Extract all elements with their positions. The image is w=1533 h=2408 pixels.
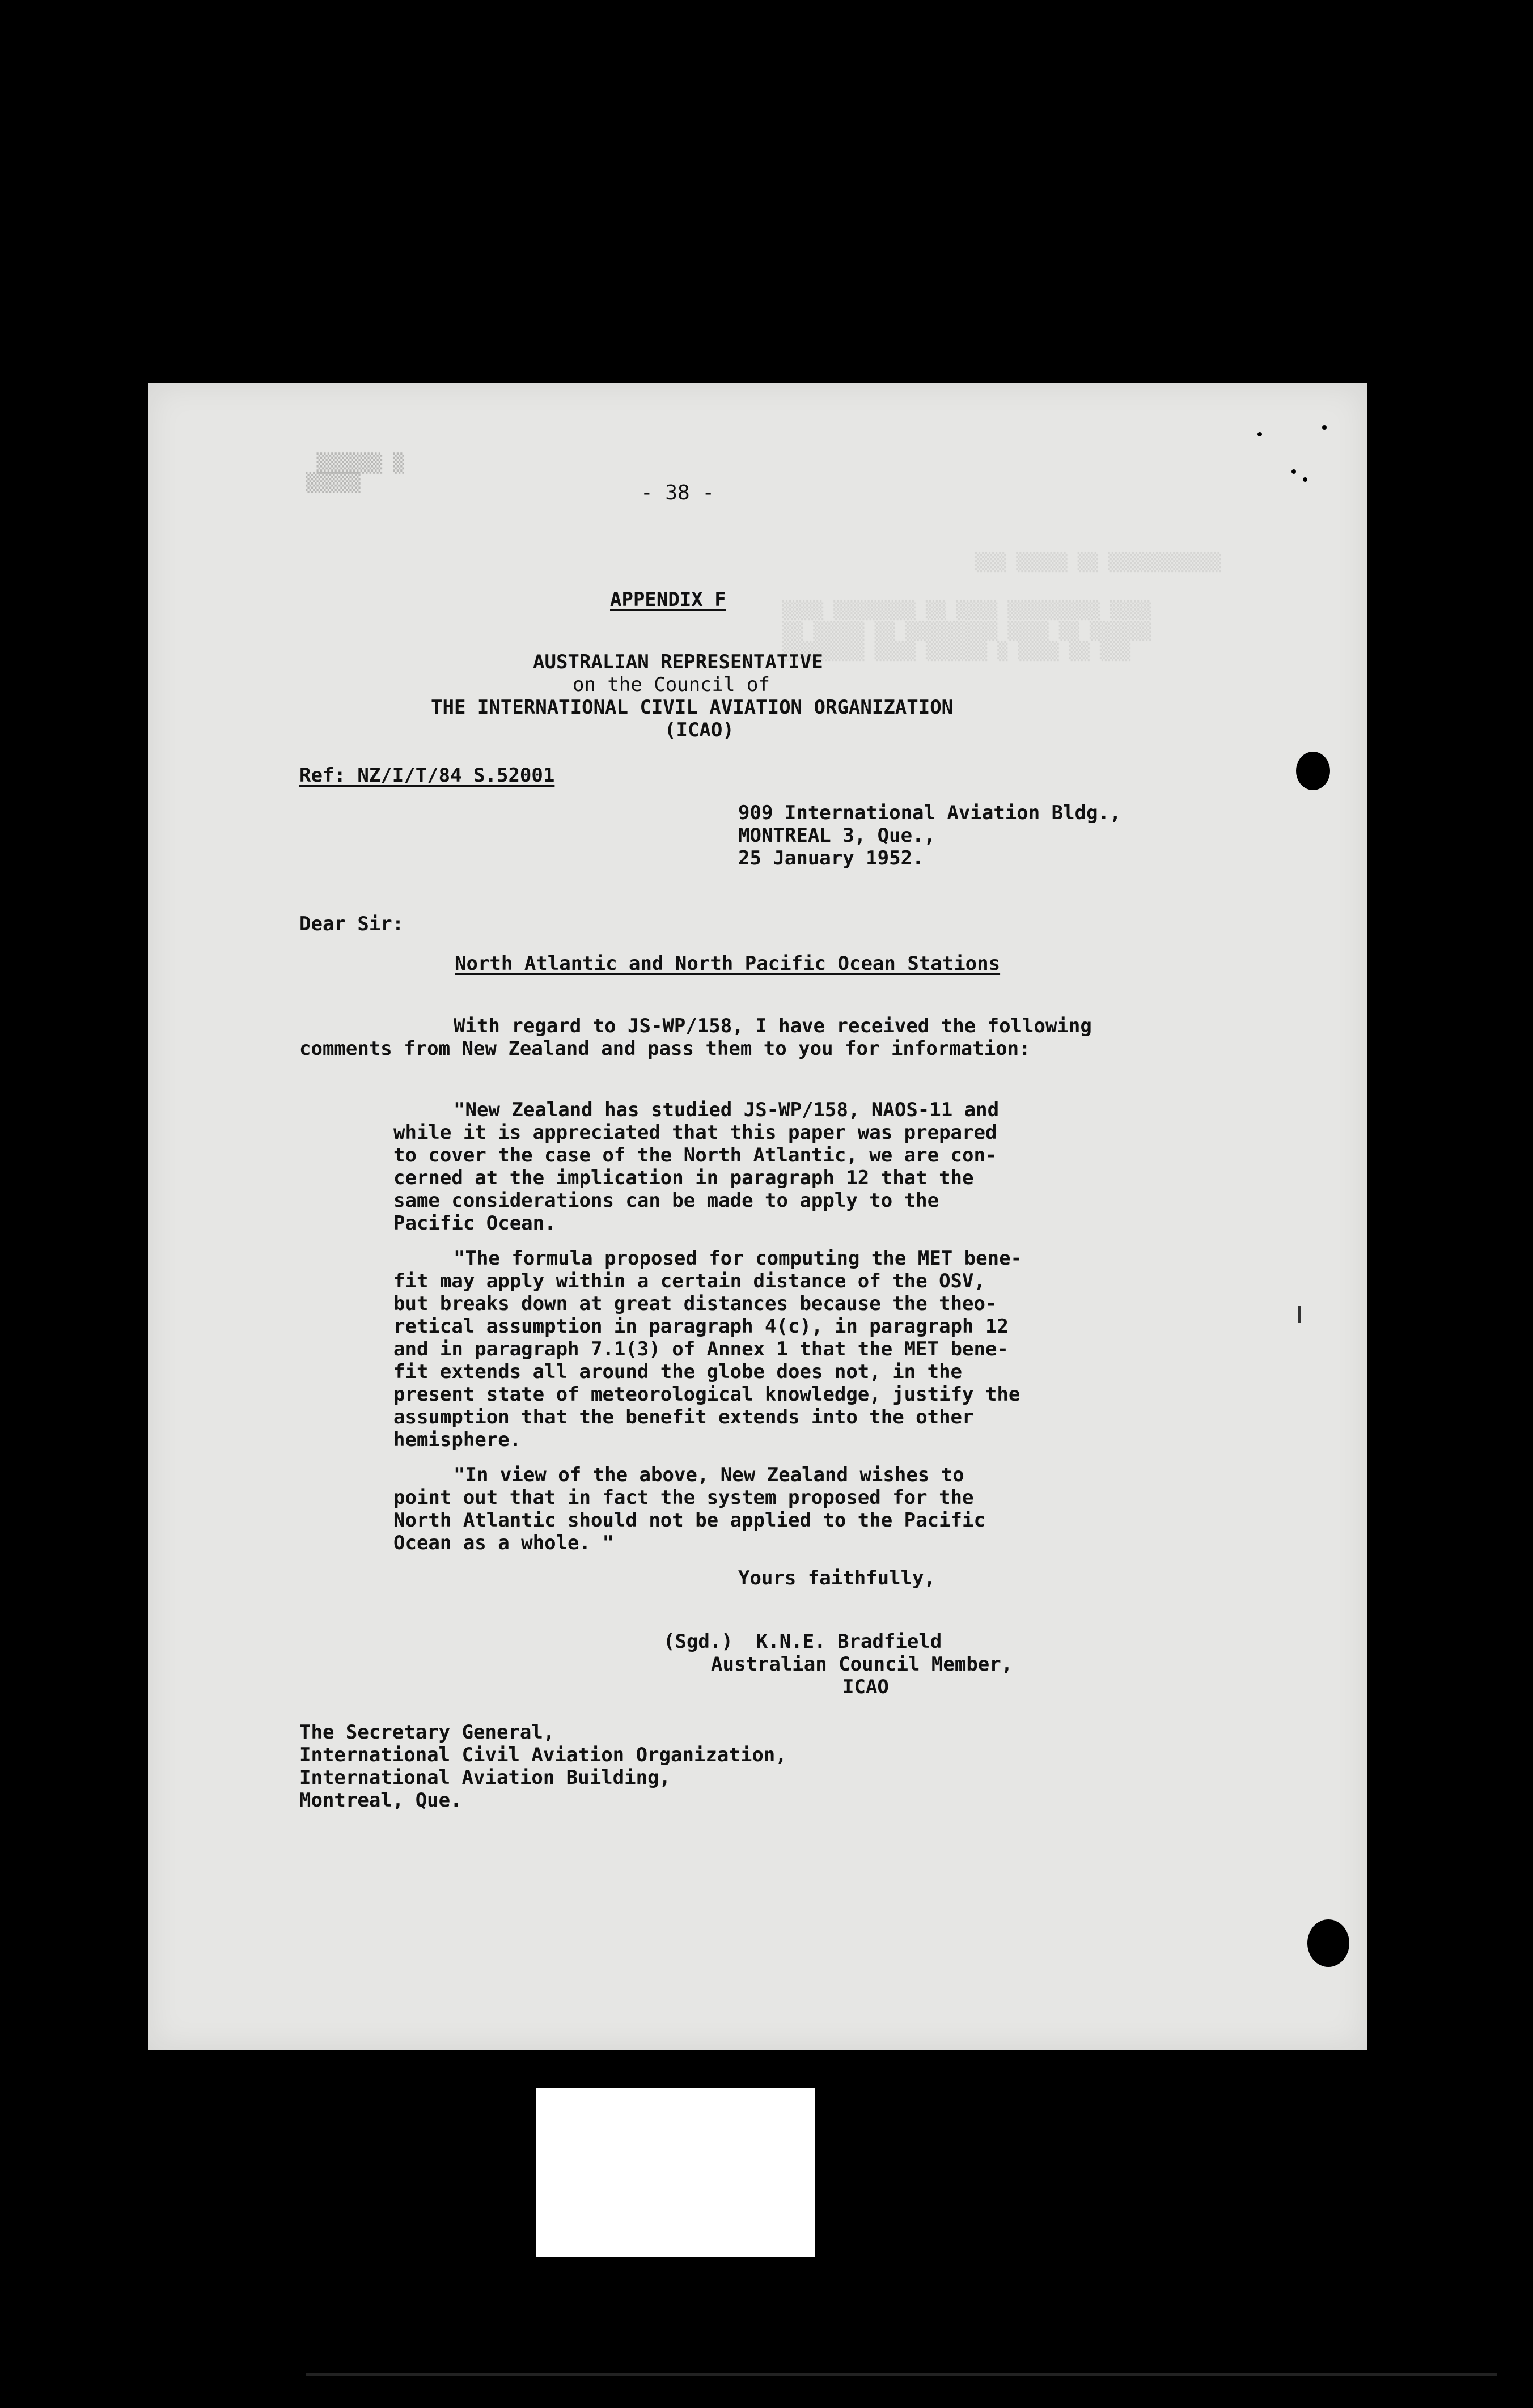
quote3-line-3: North Atlantic should not be applied to the Pacific xyxy=(393,1509,985,1532)
quote3-line-2: point out that in fact the system proposed for the xyxy=(393,1486,974,1509)
recipient-line-2: International Civil Aviation Organization, xyxy=(299,1744,787,1766)
quote2-line-3: but breaks down at great distances because the theo- xyxy=(393,1292,997,1315)
quote1-line-4: cerned at the implication in paragraph 12 that the xyxy=(393,1167,974,1189)
punch-hole-top xyxy=(1296,752,1330,790)
signature-line-1: (Sgd.) K.N.E. Bradfield xyxy=(663,1630,942,1653)
intro-line-1: With regard to JS-WP/158, I have received the following xyxy=(454,1015,1092,1037)
quote1-line-3: to cover the case of the North Atlantic, we are con- xyxy=(393,1144,997,1167)
quote2-line-5: and in paragraph 7.1(3) of Annex 1 that the MET bene- xyxy=(393,1338,1009,1360)
address-line-3: 25 January 1952. xyxy=(738,847,924,870)
quote1-line-2: while it is appreciated that this paper was prepared xyxy=(393,1121,997,1144)
film-label-card xyxy=(536,2088,815,2257)
film-edge-line xyxy=(306,2373,1497,2376)
recipient-line-3: International Aviation Building, xyxy=(299,1766,671,1789)
quote3-line-4: Ocean as a whole. " xyxy=(393,1532,614,1554)
speck-mark xyxy=(1291,469,1296,474)
faint-archive-stamp: ▒▒▒▒▒▒ ▒ ▒▒▒▒▒ xyxy=(306,452,404,493)
header-line-3: THE INTERNATIONAL CIVIL AVIATION ORGANIZATION xyxy=(431,696,954,719)
recipient-line-4: Montreal, Que. xyxy=(299,1789,462,1812)
intro-line-2: comments from New Zealand and pass them to you for information: xyxy=(299,1037,1031,1060)
signature-line-3: ICAO xyxy=(842,1676,889,1698)
quote2-line-8: assumption that the benefit extends into the other xyxy=(393,1406,974,1428)
subject-line: North Atlantic and North Pacific Ocean Stations xyxy=(455,952,1001,975)
quote1-line-1: "New Zealand has studied JS-WP/158, NAOS-11 and xyxy=(454,1099,1000,1121)
header-line-2: on the Council of xyxy=(573,673,770,696)
quote2-line-6: fit extends all around the globe does not, in the xyxy=(393,1360,963,1383)
appendix-title: APPENDIX F xyxy=(610,588,726,611)
closing: Yours faithfully, xyxy=(738,1567,935,1589)
speck-mark xyxy=(1303,477,1307,482)
speck-mark xyxy=(1322,425,1327,430)
quote1-line-5: same considerations can be made to apply to the xyxy=(393,1189,939,1212)
quote3-line-1: "In view of the above, New Zealand wishes to xyxy=(454,1464,964,1486)
bleed-through-text: ▒▒▒ ▒▒▒▒▒ ▒▒ ▒▒▒▒▒▒▒▒▒▒▒ xyxy=(975,553,1221,573)
address-line-1: 909 International Aviation Bldg., xyxy=(738,802,1121,824)
header-line-4: (ICAO) xyxy=(664,719,734,741)
quote2-line-2: fit may apply within a certain distance of the OSV, xyxy=(393,1270,985,1292)
quote2-line-9: hemisphere. xyxy=(393,1428,522,1451)
margin-mark xyxy=(1298,1306,1301,1323)
address-line-2: MONTREAL 3, Que., xyxy=(738,824,935,847)
quote1-line-6: Pacific Ocean. xyxy=(393,1212,556,1235)
recipient-line-1: The Secretary General, xyxy=(299,1721,555,1744)
page-number: - 38 - xyxy=(641,481,715,505)
punch-hole-bottom xyxy=(1307,1919,1349,1967)
header-line-1: AUSTRALIAN REPRESENTATIVE xyxy=(533,651,823,673)
quote2-line-1: "The formula proposed for computing the MET bene- xyxy=(454,1247,1023,1270)
signature-line-2: Australian Council Member, xyxy=(711,1653,1013,1676)
bleed-through-text: ▒▒▒▒ ▒▒▒▒▒▒▒▒ ▒▒ ▒▒▒▒ ▒▒▒▒▒▒▒▒▒ ▒▒▒▒ ▒▒ ▒▒▒▒▒ ▒▒ ▒▒▒▒▒▒▒▒▒ ▒▒▒▒ ▒▒ ▒▒▒▒▒▒ ▒▒▒▒▒▒▒▒ ▒▒▒▒ ▒▒▒▒▒▒ ▒ ▒▒▒▒ ▒▒ ▒▒▒ xyxy=(782,601,1151,662)
reference-number: Ref: NZ/I/T/84 S.52001 xyxy=(299,764,555,787)
salutation: Dear Sir: xyxy=(299,913,404,935)
quote2-line-4: retical assumption in paragraph 4(c), in paragraph 12 xyxy=(393,1315,1009,1338)
quote2-line-7: present state of meteorological knowledge, justify the xyxy=(393,1383,1020,1406)
speck-mark xyxy=(1257,432,1262,436)
